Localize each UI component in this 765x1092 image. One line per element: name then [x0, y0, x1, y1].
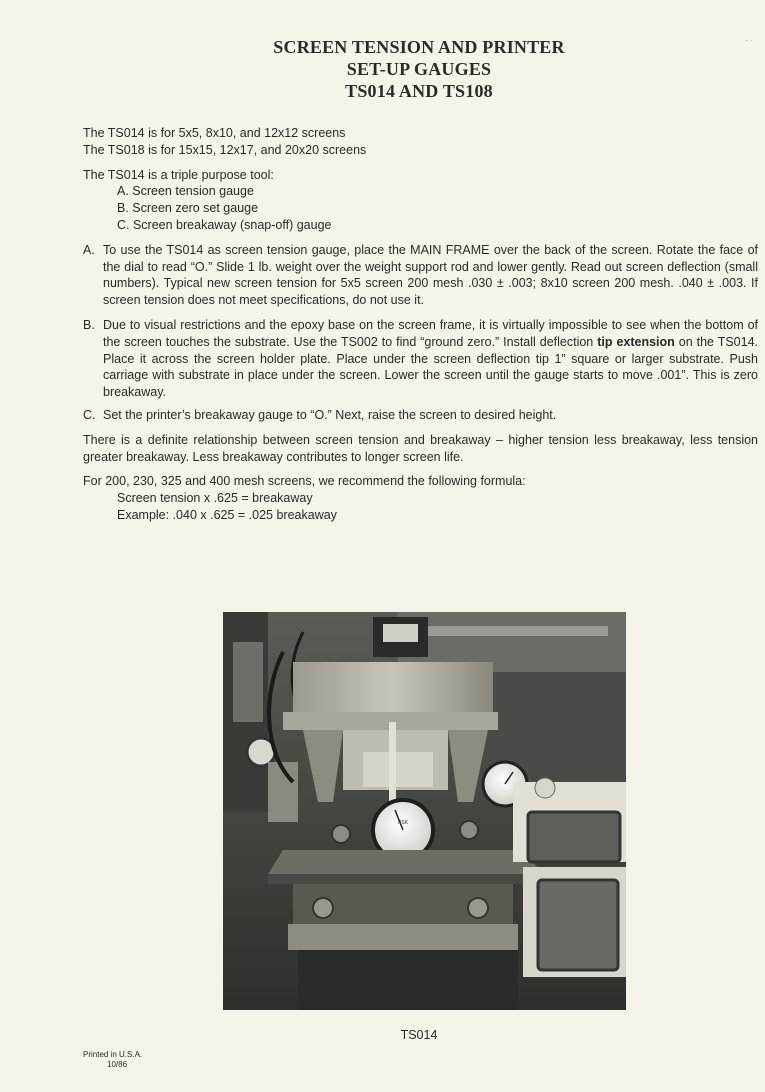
- ts014-photo: [223, 612, 626, 1010]
- footer-line-2: 10/86: [107, 1060, 128, 1069]
- purpose-item-a: A. Screen tension gauge: [117, 184, 254, 199]
- title-line-1: SCREEN TENSION AND PRINTER: [273, 37, 565, 57]
- purpose-item-c: C. Screen breakaway (snap-off) gauge: [117, 217, 332, 232]
- section-a: [83, 242, 758, 309]
- section-c-text: Set the printer’s breakaway gauge to “O.” Next, raise the screen to desired height.: [103, 407, 557, 422]
- formula-intro: For 200, 230, 325 and 400 mesh screens, we recommend the following formula:: [83, 474, 526, 489]
- intro-line-1: The TS014 is for 5x5, 8x10, and 12x12 screens: [83, 126, 346, 140]
- corner-mark: - ·: [745, 36, 753, 45]
- section-b-text-part-1: Due to visual restrictions and the epoxy base on the screen frame, it is virtually impossible to see when the bottom of the screen touches the substrate. Use the TS002 to find “ground zero.” Install deflection: [103, 317, 758, 349]
- formula-line-2: Example: .040 x .625 = .025 breakaway: [117, 507, 337, 522]
- section-b-text-part-2: on the TS014. Place it across the screen holder plate. Place under the screen deflection tip 1” square or larger substrate. Push carriage with substrate in place under the screen. Lower the screen until the gauge starts to move .001”. This is zero breakaway.: [103, 334, 758, 400]
- section-b-marker: B.: [83, 317, 95, 332]
- section-b-bold: tip extension: [597, 334, 675, 349]
- dial-brand: NSK: [397, 820, 409, 826]
- footer-line-1: Printed in U.S.A.: [83, 1050, 143, 1059]
- title-line-3: TS014 AND TS108: [345, 81, 493, 101]
- intro-line-2: The TS018 is for 15x15, 12x17, and 20x20 screens: [83, 142, 367, 157]
- purpose-list: [83, 183, 758, 233]
- document-title: [0, 36, 765, 102]
- print-footer: [83, 1050, 142, 1070]
- purpose-item-b: B. Screen zero set gauge: [117, 201, 259, 216]
- photo-caption: TS014: [400, 1028, 438, 1042]
- formula-line-1: Screen tension x .625 = breakaway: [117, 491, 313, 506]
- section-b: [83, 317, 758, 401]
- document-body: [83, 125, 758, 524]
- section-a-text: To use the TS014 as screen tension gauge, place the MAIN FRAME over the back of the screen. Rotate the face of the dial to read “O.” Slide 1 lb. weight over the weight support rod and lower gently. Read out screen deflection (small numbers). Typical new screen tension for 5x5 screen 200 mesh .030 ± .003; 8x10 screen 200 mesh. .040 ± .003. If screen tension does not meet specifications, do not use it.: [103, 242, 758, 308]
- section-a-marker: A.: [83, 242, 95, 257]
- section-c-marker: C.: [83, 407, 96, 422]
- title-line-2: SET-UP GAUGES: [346, 59, 492, 79]
- section-b-text: [103, 317, 758, 401]
- relationship-paragraph: There is a definite relationship between screen tension and breakaway – higher tension less breakaway, less tension greater breakaway. Less breakaway contributes to longer screen life.: [83, 432, 758, 464]
- purpose-heading: The TS014 is a triple purpose tool:: [83, 167, 274, 182]
- section-c: [83, 407, 758, 424]
